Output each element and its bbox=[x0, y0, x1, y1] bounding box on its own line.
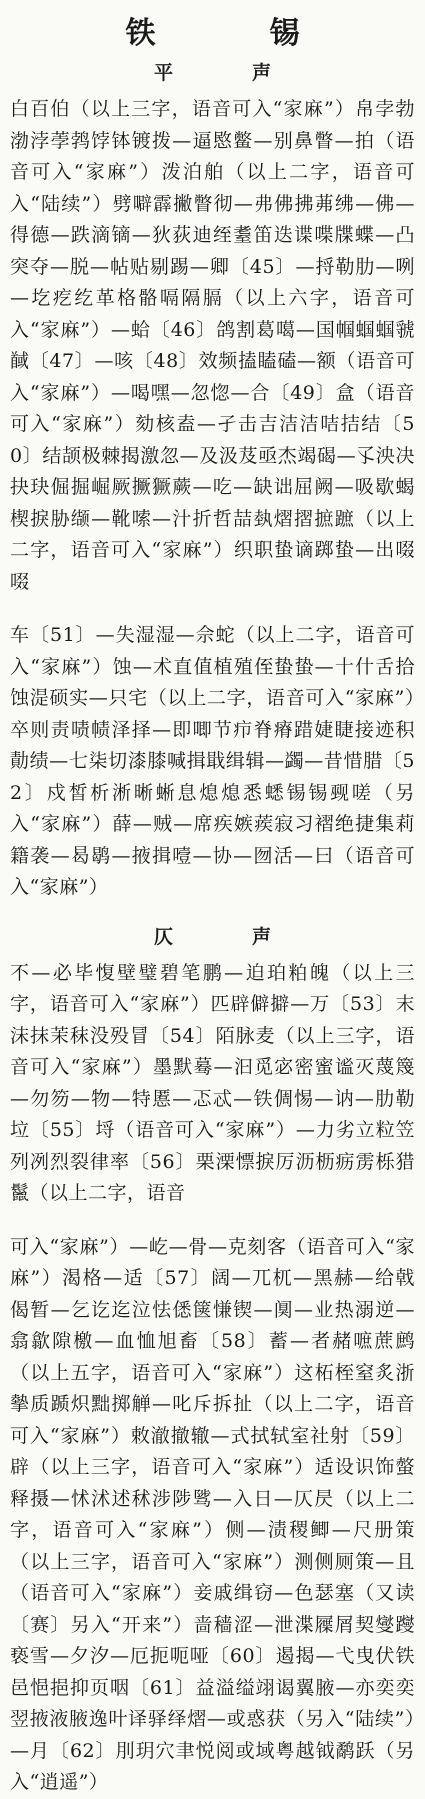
page bbox=[0, 14, 425, 1798]
paragraph: 可入“家麻”）—屹—骨—克刻客（语音可入“家麻”）渴格—适〔57〕阔—兀杌—黑赫—给戟偈暂—乞讫迄泣怯僁箧慊锲—阒—业热溺逆—翕歙隙檄—血恤旭畜〔58〕蓄—者赭嗻蔗鹧（以上五字，语音可入“家麻”）这柘桎窒炙浙摰质踬炽黜掷觯—叱斥拆扯（以上二字，语音可入“家麻”）敕澈撤辙—式拭轼室社射〔59〕辟（以上三字，语音可入“家麻”）适设识饰螫释摄—怵沭述秫涉陟骘—入日—仄昃（以上二字，语音可入“家麻”）侧—渍稷鲫—尺册策（以上三字，语音可入“家麻”）测侧厕策—且（语音可入“家麻”）妾戚缉窃—色瑟塞（又读〔赛〕另入“开来”）啬穑涩—泄渫屧屑契燮躞亵雪—夕汐—厄扼呃哑〔60〕遏揭—弋曳伏铁邑悒挹抑页咽〔61〕益溢缢翊谒翼腋—亦奕奕翌掖液腋逸叶译驿绎熠—或惑获（另入“陆续”）—月〔62〕刖玥穴聿悦阅或域粤越钺鹬跃（另入“逍遥”） bbox=[10, 1235, 415, 1793]
page-gap bbox=[10, 598, 415, 620]
page-gap bbox=[10, 1210, 415, 1232]
page-title: 铁 锡 bbox=[125, 16, 342, 51]
section-body-ping bbox=[10, 94, 415, 904]
paragraph: 车〔51〕—失湿湿—佘蛇（以上二字，语音可入“家麻”）蚀—术直值植殖侄蛰蛰—十什舌拾蚀湜硕实—只宅（以上二字，语音可入“家麻”）卒则责啧帻泽择—即唧节疖脊瘠踖婕睫接迹积勣绩—七柒切漆膝喊揖戢缉辑—蠲—昔惜腊〔52〕戍皙析淅晰蜥息熄熄悉蟋锡锡觋嗟（另入“家麻”）薛—贼—席疾嫉蒺寂习褶绝捷集莉籍袭—曷鹖—掖揖噎—协—囫活—曰（语音可入“家麻”） bbox=[10, 624, 415, 898]
section-heading-ping: 平 声 bbox=[153, 62, 301, 84]
paragraph: 白百伯（以上三字，语音可入“家麻”）帛孛勃渤浡荸鹁饽钵镀拨—逼愍鳖—别鼻瞥—拍（语音可入“家麻”）泼泊舶（以上二字，语音可入“陆续”）劈噼霹撇瞥彻—弗佛拂茀绋—佛—得德—跌滴镝—狄荻迪绖耋笛迭谍喋牒蝶—凸突夺—脱—帖贴剔踢—卿〔45〕—捋勒肋—咧—圪疙纥革格骼嗝隔膈（以上六字，语音可入“家麻”）—蛤〔46〕鸽割葛噶—国帼蝈蝈虢馘〔47〕—咳〔48〕效频搕瞌磕—额（语音可入“家麻”）—喝嘿—忽惚—合〔49〕盒（语音可入“家麻”）劾核盍—孑击吉洁洁咭拮结〔50〕结颉极棘揭激忽—及汲芨亟杰竭碣—孓泱决抉玦倔掘崛厥撅獗蕨—吃—缺诎屈阙—吸歇蝎楔捩胁缬—靴嗦—汁折哲喆埶熠摺摭蹠（以上二字，语音可入“家麻”）织职蛰谪踯蛰—出啜啜 bbox=[10, 98, 415, 593]
section-heading-ze: 仄 声 bbox=[153, 925, 301, 948]
section-body-ze bbox=[10, 958, 415, 1799]
paragraph: 不—必毕愎壁璧碧笔鹏—迫珀粕魄（以上三字，语音可入“家麻”）匹辟僻擗—万〔53〕末沫抹茉秣没殁冒〔54〕陌脉麦（以上三字，语音可入“家麻”）墨默蓦—汩觅宓密蜜谧灭蔑篾—勿笏—物—特慝—忑忒—铁倜惕—讷—肋勒垃〔55〕埒（语音可入“家麻”）—力劣立粒笠列冽烈裂律率〔56〕栗溧慓捩厉沥枥疬雳栎猎鬣（以上二字，语音 bbox=[10, 961, 415, 1204]
